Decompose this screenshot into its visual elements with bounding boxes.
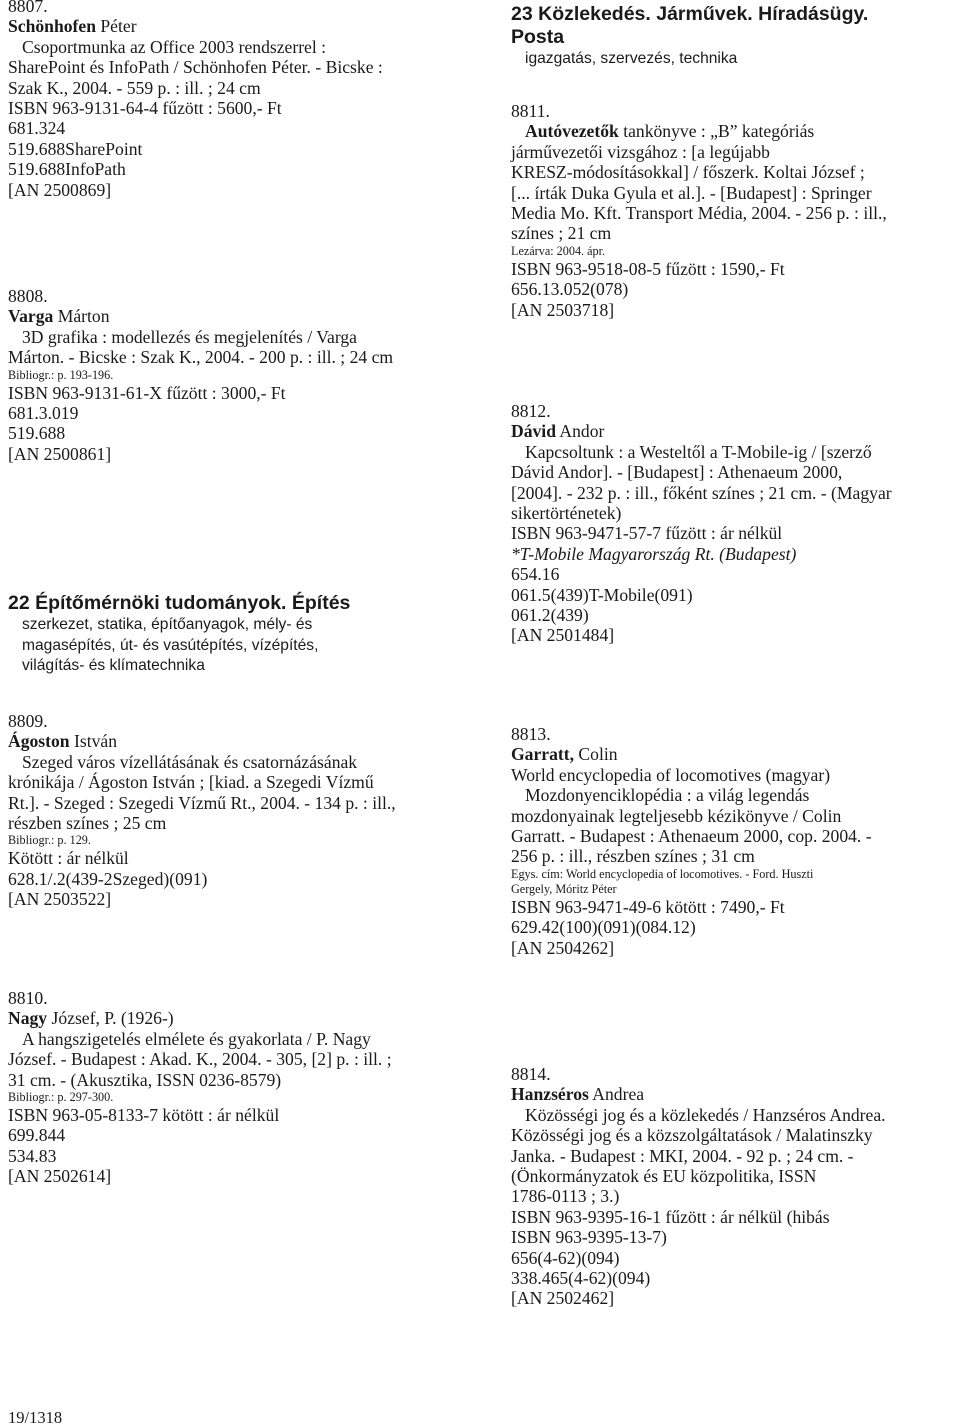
entry-isbn: ISBN 963-9471-57-7 fűzött : ár nélkül — [511, 523, 783, 544]
entry-isbn: ISBN 963-9395-13-7) — [511, 1227, 667, 1248]
entry-class: 681.324 — [8, 118, 66, 139]
entry-title-line: [2004]. - 232 p. : ill., főként színes ; 21 cm. - (Magyar — [511, 482, 892, 503]
entry-an: [AN 2502462] — [511, 1288, 615, 1309]
entry-title-line — [511, 121, 960, 141]
entry-title-line: 1786-0113 ; 3.) — [511, 1186, 620, 1207]
page-number: 19/1318 — [8, 1408, 63, 1427]
entry-number: 8808. — [8, 286, 48, 306]
author-surname: Hanzséros — [511, 1084, 589, 1105]
entry-note: Bibliogr.: p. 193-196. — [8, 367, 114, 382]
entry-number: 8810. — [8, 988, 48, 1008]
entry-isbn: ISBN 963-9395-16-1 fűzött : ár nélkül (hibás — [511, 1206, 830, 1227]
entry-number: 8814. — [511, 1064, 551, 1084]
entry-title-line: SharePoint és InfoPath / Schönhofen Péter. - Bicske : — [8, 57, 383, 78]
entry-title-line: Kapcsoltunk : a Westeltől a T-Mobile-ig / [szerző — [525, 441, 872, 462]
entry-an: [AN 2503718] — [511, 299, 615, 320]
entry-number: 8807. — [8, 0, 48, 16]
entry-number: 8811. — [511, 101, 550, 121]
section-subheading: magasépítés, út- és vasútépítés, vízépítés, — [22, 636, 319, 654]
entry-note: Lezárva: 2004. ápr. — [511, 243, 606, 258]
author-forename: Péter — [96, 16, 137, 37]
entry-title-line: Csoportmunka az Office 2003 rendszerrel : — [22, 36, 327, 57]
entry-class: 629.42(100)(091)(084.12) — [511, 917, 696, 938]
entry-author — [8, 731, 460, 751]
entry-title-line: [... írták Duka Gyula et al.]. - [Budapest] : Springer — [511, 182, 872, 203]
entry-author — [511, 1084, 960, 1104]
entry-author — [511, 744, 960, 764]
entry-title-line: 31 cm. - (Akusztika, ISSN 0236-8579) — [8, 1069, 282, 1090]
entry-title-line: járművezetői vizsgához : [a legújabb — [511, 141, 770, 162]
entry-author — [8, 306, 460, 326]
entry-class: 061.5(439)T-Mobile(091) — [511, 584, 693, 605]
entry-8811 — [511, 101, 960, 320]
entry-8807 — [8, 0, 460, 200]
entry-class: 338.465(4-62)(094) — [511, 1268, 651, 1289]
section-heading: 22 Építőmérnöki tudományok. Építés — [8, 592, 351, 614]
entry-isbn: ISBN 963-9518-08-5 fűzött : 1590,- Ft — [511, 258, 785, 279]
author-surname: Nagy — [8, 1008, 48, 1029]
entry-title-line: (Önkormányzatok és EU közpolitika, ISSN — [511, 1166, 817, 1187]
entry-title-line: Garratt. - Budapest : Athenaeum 2000, cop. 2004. - — [511, 826, 872, 847]
entry-class: 519.688 — [8, 423, 66, 444]
entry-title-line: részben színes ; 25 cm — [8, 813, 167, 834]
section-subheading: szerkezet, statika, építőanyagok, mély- és — [22, 616, 313, 633]
entry-number: 8813. — [511, 724, 551, 744]
entry-an: [AN 2502614] — [8, 1166, 112, 1187]
section-22 — [8, 592, 460, 677]
entry-8809 — [8, 711, 460, 910]
entry-class: 654.16 — [511, 564, 560, 585]
entry-an: [AN 2504262] — [511, 937, 615, 958]
entry-isbn: ISBN 963-9131-61-X fűzött : 3000,- Ft — [8, 382, 286, 403]
entry-title-line: Szak K., 2004. - 559 p. : ill. ; 24 cm — [8, 77, 261, 98]
entry-an: [AN 2500869] — [8, 179, 112, 200]
author-surname: Dávid — [511, 421, 556, 442]
entry-title-line: Media Mo. Kft. Transport Média, 2004. - 256 p. : ill., — [511, 203, 887, 224]
author-forename: Márton — [53, 306, 110, 327]
entry-note: Bibliogr.: p. 129. — [8, 833, 91, 848]
entry-author — [8, 16, 460, 36]
entry-number: 8812. — [511, 401, 551, 421]
entry-class: 699.844 — [8, 1125, 66, 1146]
entry-8812 — [511, 401, 960, 646]
entry-title-line: A hangszigetelés elmélete és gyakorlata / P. Nagy — [22, 1028, 371, 1049]
entry-8810 — [8, 988, 460, 1187]
entry-title-line: Közösségi jog és a közlekedés / Hanzséros Andrea. — [525, 1104, 886, 1125]
entry-class: 519.688SharePoint — [8, 138, 143, 159]
author-forename: Andor — [555, 421, 605, 442]
entry-original-title: World encyclopedia of locomotives (magyar) — [511, 764, 831, 785]
entry-an: [AN 2503522] — [8, 889, 112, 910]
entry-number: 8809. — [8, 711, 48, 731]
entry-title-line: Mozdonyenciklopédia : a világ legendás — [525, 785, 810, 806]
entry-class: 656.13.052(078) — [511, 279, 629, 300]
author-forename: József, P. (1926-) — [47, 1008, 174, 1029]
entry-title-line: Márton. - Bicske : Szak K., 2004. - 200 p. : ill. ; 24 cm — [8, 347, 394, 368]
entry-note: Egys. cím: World encyclopedia of locomotives. - Ford. Huszti — [511, 866, 814, 881]
section-23 — [511, 3, 960, 70]
title-keyword: Autóvezetők — [525, 121, 619, 142]
entry-note: Bibliogr.: p. 297-300. — [8, 1090, 114, 1105]
author-surname: Varga — [8, 306, 54, 327]
entry-an: [AN 2500861] — [8, 443, 112, 464]
entry-title-line: József. - Budapest : Akad. K., 2004. - 305, [2] p. : ill. ; — [8, 1049, 392, 1070]
entry-isbn: ISBN 963-9131-64-4 fűzött : 5600,- Ft — [8, 98, 282, 119]
entry-title-line: Szeged város vízellátásának és csatornázásának — [22, 751, 358, 772]
entry-title-line: Közösségi jog és a közszolgáltatások / Malatinszky — [511, 1125, 873, 1146]
author-forename: István — [69, 731, 117, 752]
entry-class: 656(4-62)(094) — [511, 1247, 620, 1268]
entry-title-line: sikertörténetek) — [511, 503, 622, 524]
entry-binding: Kötött : ár nélkül — [8, 848, 129, 869]
author-surname: Ágoston — [8, 731, 70, 752]
section-heading: 23 Közlekedés. Járművek. Híradásügy. — [511, 3, 869, 25]
entry-class: 534.83 — [8, 1145, 57, 1166]
entry-author — [511, 421, 960, 441]
author-surname: Garratt, — [511, 744, 575, 765]
entry-8814 — [511, 1064, 960, 1309]
entry-an: [AN 2501484] — [511, 625, 615, 646]
entry-class: 061.2(439) — [511, 605, 589, 626]
entry-8808 — [8, 286, 460, 464]
author-forename: Andrea — [588, 1084, 645, 1105]
entry-class: 681.3.019 — [8, 403, 79, 424]
section-heading: Posta — [511, 26, 565, 48]
entry-title-line: Rt.]. - Szeged : Szegedi Vízmű Rt., 2004. - 134 p. : ill., — [8, 792, 396, 813]
entry-isbn: ISBN 963-9471-49-6 kötött : 7490,- Ft — [511, 896, 785, 917]
entry-class: 519.688InfoPath — [8, 159, 126, 180]
entry-title-line: krónikája / Ágoston István ; [kiad. a Szegedi Vízmű — [8, 772, 374, 793]
section-subheading: világítás- és klímatechnika — [22, 657, 205, 674]
author-surname: Schönhofen — [8, 16, 96, 37]
entry-corporate-subject: *T-Mobile Magyarország Rt. (Budapest) — [511, 543, 797, 564]
entry-class: 628.1/.2(439-2Szeged)(091) — [8, 868, 208, 889]
entry-title-line: 3D grafika : modellezés és megjelenítés / Varga — [22, 326, 357, 347]
entry-8813 — [511, 724, 960, 958]
entry-title-line: mozdonyainak legteljesebb kézikönyve / Colin — [511, 805, 842, 826]
entry-isbn: ISBN 963-05-8133-7 kötött : ár nélkül — [8, 1105, 280, 1126]
entry-title-line: 256 p. : ill., részben színes ; 31 cm — [511, 846, 755, 867]
author-forename: Colin — [574, 744, 618, 765]
entry-title-line: színes ; 21 cm — [511, 223, 612, 244]
entry-title-line: Janka. - Budapest : MKI, 2004. - 92 p. ; 24 cm. - — [511, 1145, 854, 1166]
section-subheading: igazgatás, szervezés, technika — [525, 50, 738, 67]
entry-title-line: KRESZ-módosításokkal] / főszerk. Koltai József ; — [511, 162, 865, 183]
entry-author — [8, 1008, 460, 1028]
entry-title-line: Dávid Andor]. - [Budapest] : Athenaeum 2000, — [511, 462, 843, 483]
entry-note: Gergely, Móritz Péter — [511, 881, 617, 896]
title-rest: tankönyve : „B” kategóriás — [618, 121, 815, 142]
